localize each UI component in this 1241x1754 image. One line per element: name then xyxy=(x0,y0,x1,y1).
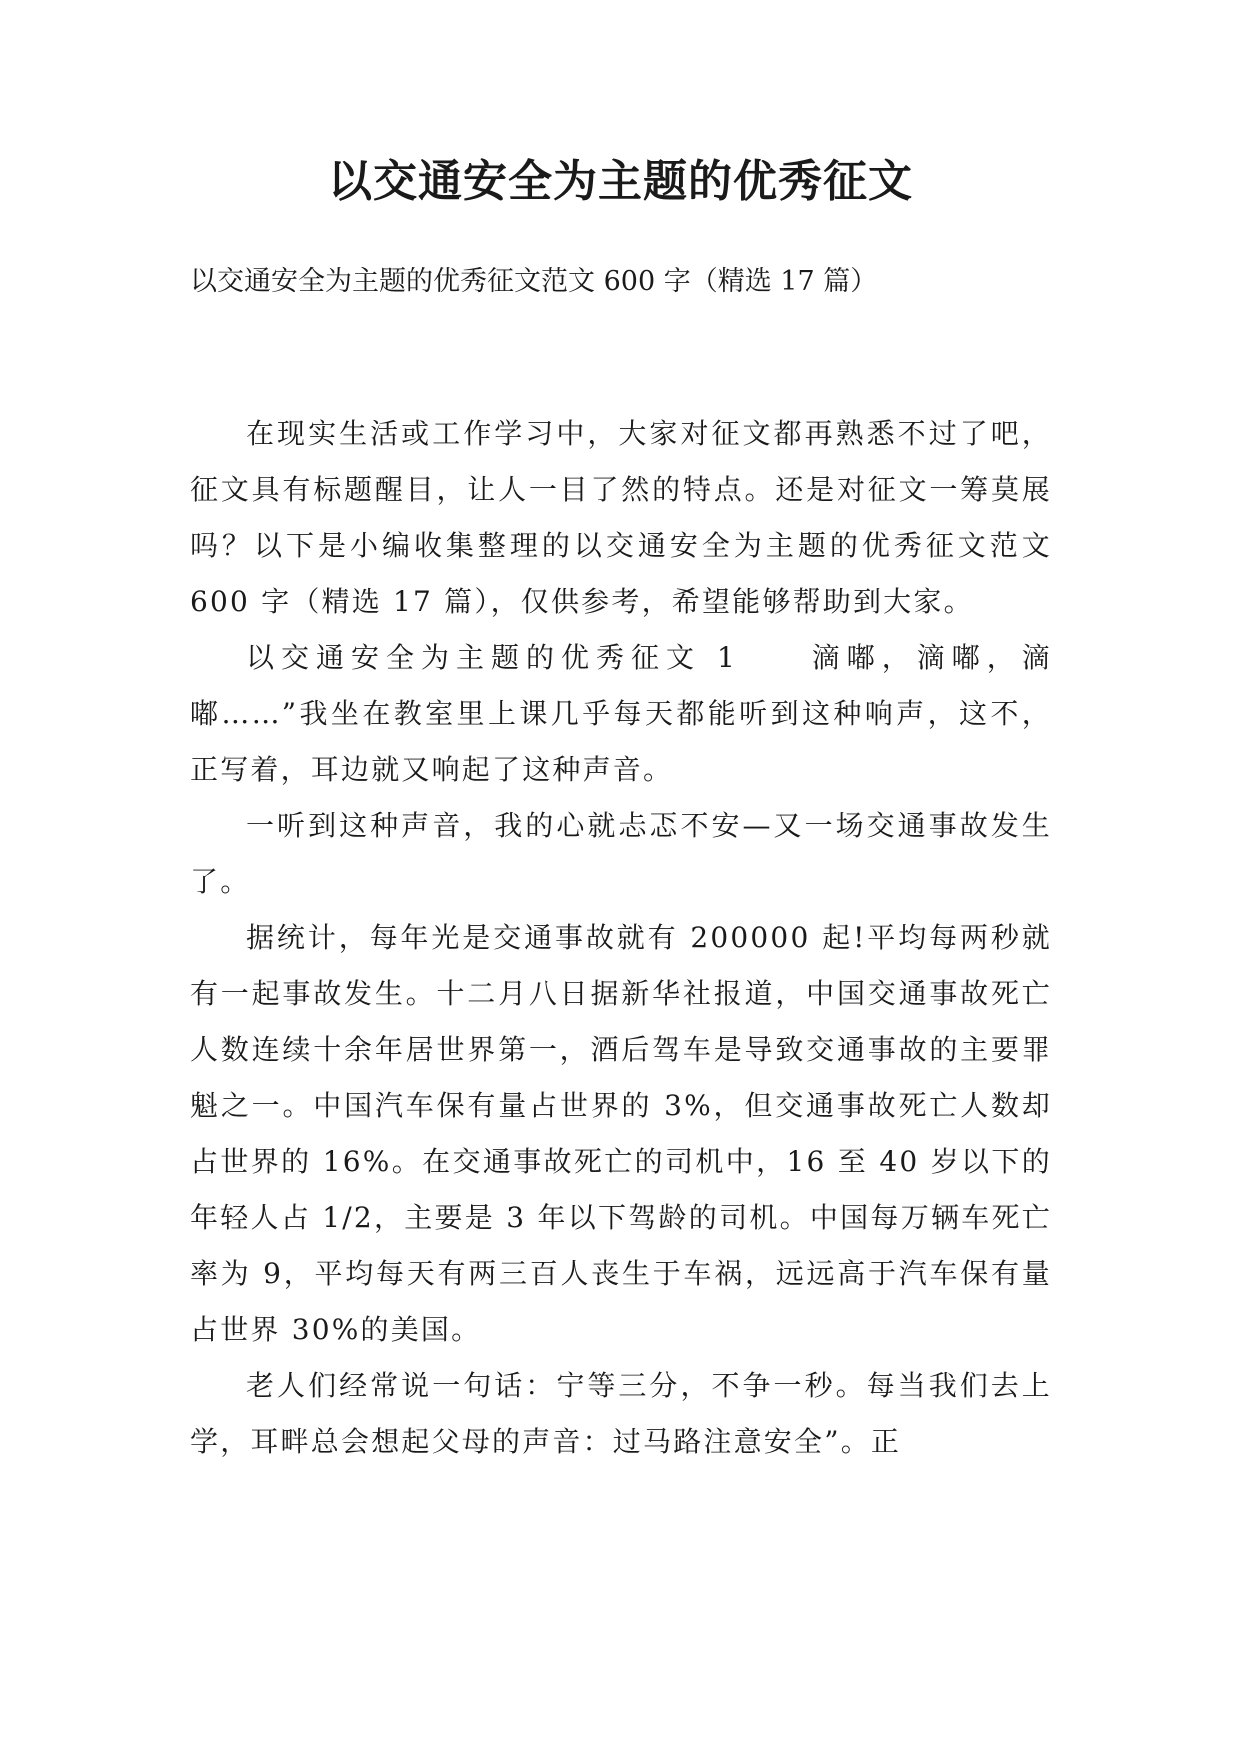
document-subtitle: 以交通安全为主题的优秀征文范文 600 字（精选 17 篇） xyxy=(190,266,878,297)
document-title: 以交通安全为主题的优秀征文 xyxy=(328,156,913,207)
paragraph-elders-saying: 老人们经常说一句话：宁等三分，不争一秒。每当我们去上学，耳畔总会想起父母的声音：过马路注意安全”。正 xyxy=(190,1369,1052,1458)
paragraph-intro: 在现实生活或工作学习中，大家对征文都再熟悉不过了吧，征文具有标题醒目，让人一目了然的特点。还是对征文一筹莫展吗？以下是小编收集整理的以交通安全为主题的优秀征文范文 600 字（精选 17 篇），仅供参考，希望能够帮助到大家。 xyxy=(190,417,1052,618)
paragraph-accident-sound: 一听到这种声音，我的心就忐忑不安—又一场交通事故发生了。 xyxy=(190,809,1052,898)
document-body xyxy=(190,406,1052,1470)
paragraph-statistics: 据统计，每年光是交通事故就有 200000 起!平均每两秒就有一起事故发生。十二月八日据新华社报道，中国交通事故死亡人数连续十余年居世界第一，酒后驾车是导致交通事故的主要罪魁之一。中国汽车保有量占世界的 3%，但交通事故死亡人数却占世界的 16%。在交通事故死亡的司机中，16 至 40 岁以下的年轻人占 1/2，主要是 3 年以下驾龄的司机。中国每万辆车死亡率为 9，平均每天有两三百人丧生于车祸，远远高于汽车保有量占世界 30%的美国。 xyxy=(190,921,1052,1346)
paragraph-essay-1-opening: 以交通安全为主题的优秀征文 1 滴嘟，滴嘟，滴嘟……”我坐在教室里上课几乎每天都能听到这种响声，这不，正写着，耳边就又响起了这种声音。 xyxy=(190,641,1052,786)
